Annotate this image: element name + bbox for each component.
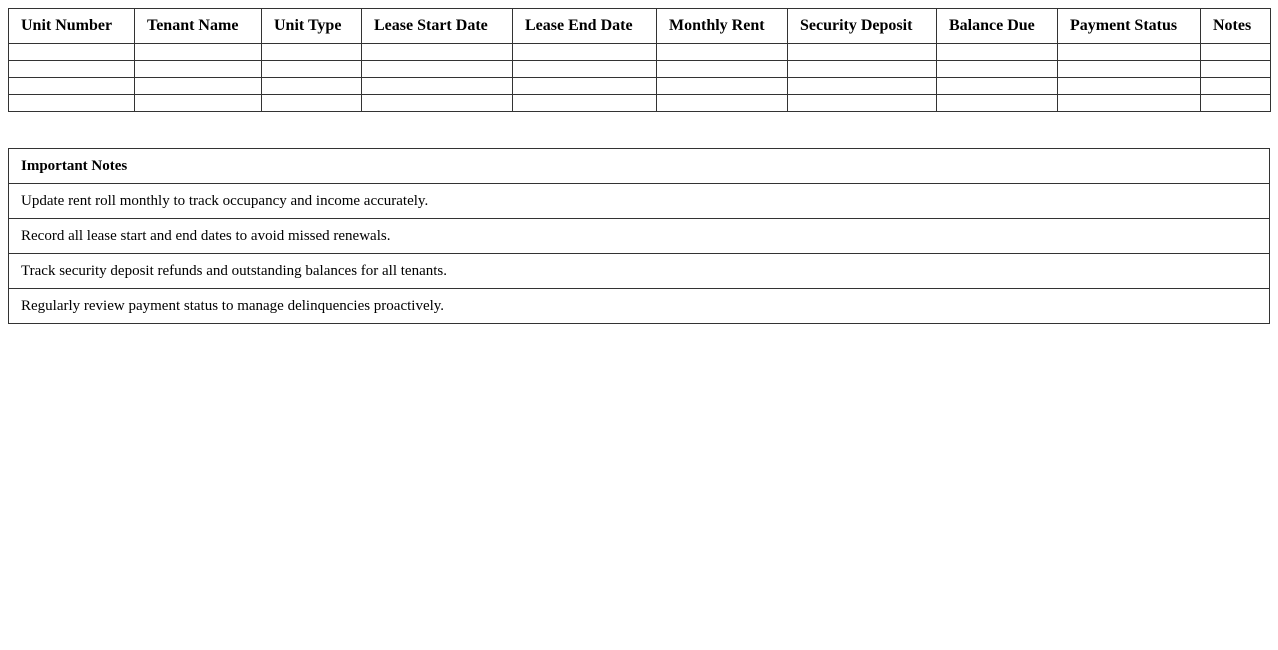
important-notes-table xyxy=(8,148,1270,324)
notes-header-row xyxy=(9,149,1270,184)
table-cell[interactable] xyxy=(135,44,262,61)
table-cell[interactable] xyxy=(1201,61,1271,78)
table-row xyxy=(9,61,1271,78)
table-cell[interactable] xyxy=(9,95,135,112)
column-header-payment-status: Payment Status xyxy=(1058,9,1201,44)
table-cell[interactable] xyxy=(362,61,513,78)
table-cell[interactable] xyxy=(1201,95,1271,112)
column-header-balance-due: Balance Due xyxy=(937,9,1058,44)
table-cell[interactable] xyxy=(1058,44,1201,61)
column-header-unit-number: Unit Number xyxy=(9,9,135,44)
rent-roll-table xyxy=(8,8,1271,112)
list-item xyxy=(9,254,1270,289)
table-cell[interactable] xyxy=(1201,44,1271,61)
table-cell[interactable] xyxy=(9,78,135,95)
table-cell[interactable] xyxy=(362,44,513,61)
table-cell[interactable] xyxy=(262,95,362,112)
note-text: Update rent roll monthly to track occupancy and income accurately. xyxy=(9,184,1270,219)
table-cell[interactable] xyxy=(937,61,1058,78)
table-row xyxy=(9,95,1271,112)
list-item xyxy=(9,219,1270,254)
table-cell[interactable] xyxy=(657,78,788,95)
column-header-unit-type: Unit Type xyxy=(262,9,362,44)
table-row xyxy=(9,44,1271,61)
table-cell[interactable] xyxy=(9,44,135,61)
table-cell[interactable] xyxy=(135,78,262,95)
table-cell[interactable] xyxy=(1058,78,1201,95)
column-header-lease-start-date: Lease Start Date xyxy=(362,9,513,44)
column-header-security-deposit: Security Deposit xyxy=(788,9,937,44)
list-item xyxy=(9,289,1270,324)
table-cell[interactable] xyxy=(788,61,937,78)
note-text: Track security deposit refunds and outstanding balances for all tenants. xyxy=(9,254,1270,289)
table-cell[interactable] xyxy=(262,61,362,78)
table-cell[interactable] xyxy=(262,78,362,95)
table-cell[interactable] xyxy=(788,95,937,112)
note-text: Regularly review payment status to manage delinquencies proactively. xyxy=(9,289,1270,324)
table-cell[interactable] xyxy=(788,44,937,61)
table-cell[interactable] xyxy=(788,78,937,95)
table-header-row xyxy=(9,9,1271,44)
list-item xyxy=(9,184,1270,219)
table-cell[interactable] xyxy=(1058,61,1201,78)
table-cell[interactable] xyxy=(362,78,513,95)
table-cell[interactable] xyxy=(657,61,788,78)
table-cell[interactable] xyxy=(1201,78,1271,95)
table-cell[interactable] xyxy=(1058,95,1201,112)
table-cell[interactable] xyxy=(937,78,1058,95)
table-cell[interactable] xyxy=(135,61,262,78)
table-cell[interactable] xyxy=(657,95,788,112)
column-header-notes: Notes xyxy=(1201,9,1271,44)
note-text: Record all lease start and end dates to avoid missed renewals. xyxy=(9,219,1270,254)
notes-title: Important Notes xyxy=(9,149,1270,184)
table-cell[interactable] xyxy=(937,44,1058,61)
table-cell[interactable] xyxy=(513,95,657,112)
table-cell[interactable] xyxy=(9,61,135,78)
column-header-lease-end-date: Lease End Date xyxy=(513,9,657,44)
table-cell[interactable] xyxy=(657,44,788,61)
table-cell[interactable] xyxy=(135,95,262,112)
table-cell[interactable] xyxy=(513,78,657,95)
column-header-tenant-name: Tenant Name xyxy=(135,9,262,44)
table-cell[interactable] xyxy=(937,95,1058,112)
table-cell[interactable] xyxy=(362,95,513,112)
column-header-monthly-rent: Monthly Rent xyxy=(657,9,788,44)
table-row xyxy=(9,78,1271,95)
table-cell[interactable] xyxy=(262,44,362,61)
table-cell[interactable] xyxy=(513,61,657,78)
table-cell[interactable] xyxy=(513,44,657,61)
